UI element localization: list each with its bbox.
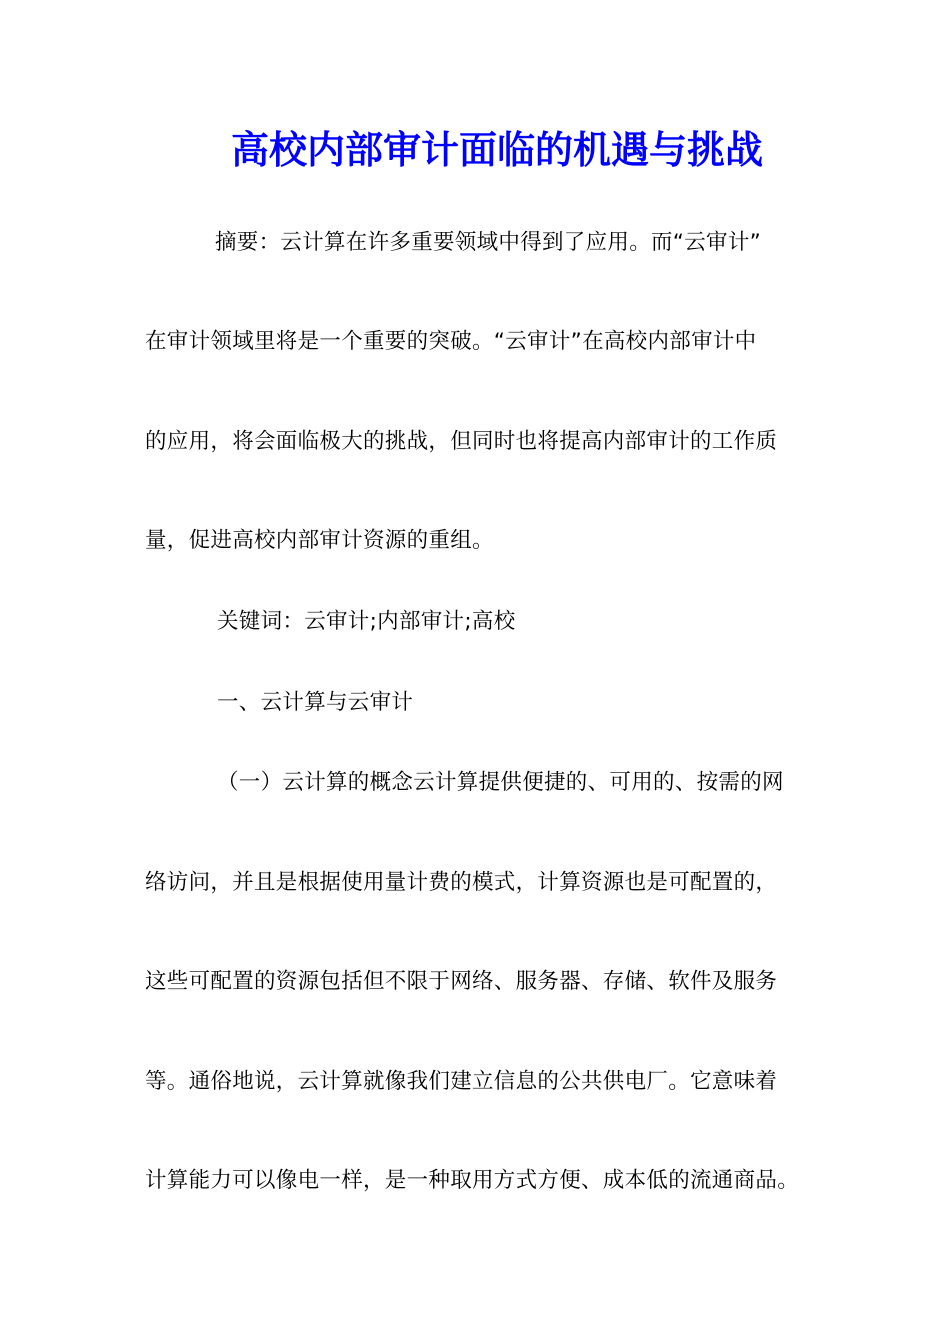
body-line-1: （一）云计算的概念云计算提供便捷的、可用的、按需的网 (217, 770, 784, 795)
document-title: 高校内部审计面临的机遇与挑战 (230, 127, 763, 172)
body-line-4: 等。通俗地说，云计算就像我们建立信息的公共供电厂。它意味着 (145, 1069, 778, 1094)
abstract-line-2: 在审计领域里将是一个重要的突破。“云审计”在高校内部审计中 (145, 329, 757, 354)
keywords-line: 关键词：云审计;内部审计;高校 (217, 609, 516, 634)
section-heading: 一、云计算与云审计 (217, 690, 414, 715)
body-line-2: 络访问，并且是根据使用量计费的模式，计算资源也是可配置的， (145, 870, 778, 895)
body-line-5: 计算能力可以像电一样，是一种取用方式方便、成本低的流通商品。 (145, 1168, 800, 1193)
abstract-line-1: 摘要：云计算在许多重要领域中得到了应用。而“云审计” (215, 230, 762, 255)
body-line-3: 这些可配置的资源包括但不限于网络、服务器、存储、软件及服务 (145, 969, 778, 994)
abstract-line-3: 的应用，将会面临极大的挑战，但同时也将提高内部审计的工作质 (145, 429, 778, 454)
abstract-line-4: 量，促进高校内部审计资源的重组。 (145, 528, 494, 553)
